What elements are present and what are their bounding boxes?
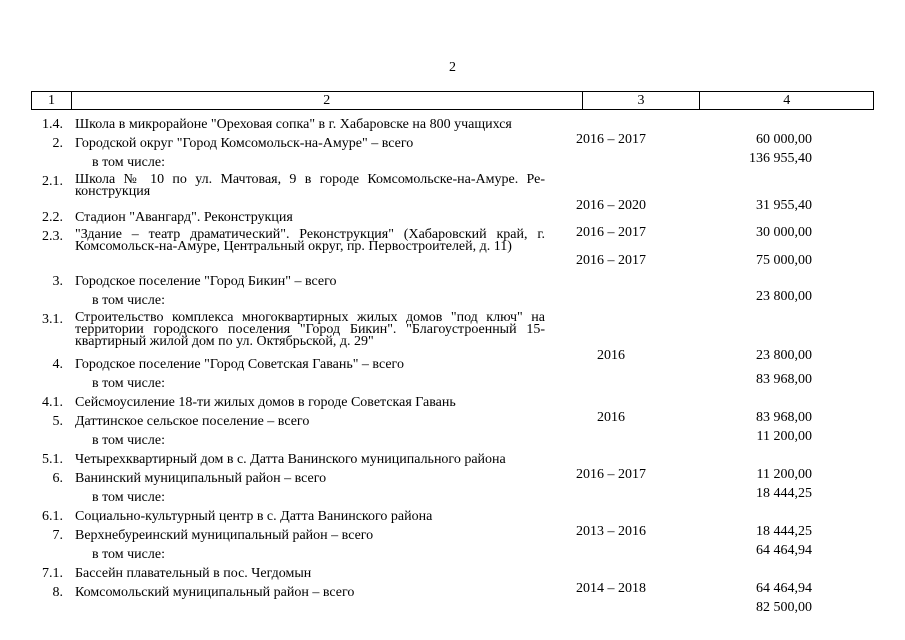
row-amount: 75 000,00: [756, 253, 812, 268]
row-name: в том числе:: [92, 155, 165, 170]
row-amount: 83 968,00: [756, 410, 812, 425]
table-row: [31, 490, 874, 509]
row-number: 2.2.: [42, 210, 63, 225]
row-amount: 64 464,94: [756, 581, 812, 596]
table-row: [31, 229, 874, 274]
row-period: 2013 – 2016: [576, 524, 646, 539]
row-name: Строительство комплекса многоквартирных жилых домов "под ключ" на территории городского поселения "Город Бикин". "Благоустроенный 15-квартирный жилой дом по ул. Октябрьской, д. 29": [75, 310, 545, 349]
table-row: [31, 433, 874, 452]
row-number: 4.: [52, 357, 63, 372]
row-name: Сейсмоусиление 18-ти жилых домов в городе Советская Гавань: [75, 395, 456, 410]
row-name: Четырехквартирный дом в с. Датта Ванинского муниципального района: [75, 452, 506, 467]
row-period: 2016 – 2017: [576, 132, 646, 147]
row-name: Ванинский муниципальный район – всего: [75, 471, 327, 486]
header-col-3: 3: [582, 92, 700, 109]
header-col-1: 1: [47, 93, 55, 108]
row-amount: 64 464,94: [756, 543, 812, 558]
row-name: Даттинское сельское поселение – всего: [75, 414, 310, 429]
row-number: 3.: [52, 274, 63, 289]
row-number: 5.: [52, 414, 63, 429]
table-row: [31, 585, 874, 615]
table-header: [31, 91, 874, 110]
row-number: 5.1.: [42, 452, 63, 467]
row-name: в том числе:: [92, 547, 165, 562]
row-name: "Здание – театр драматический". Реконструкция" (Хабаровский край, г. Комсомольск-на-Амуре, Центральный округ, пр. Первостроителей, д. 11): [75, 227, 545, 254]
table-body: [31, 117, 874, 615]
table-row: [31, 172, 874, 213]
row-name: Социально-культурный центр в с. Датта Ванинского района: [75, 509, 433, 524]
row-number: 6.: [52, 471, 63, 486]
row-amount: 18 444,25: [756, 486, 812, 501]
row-name: Верхнебуреинский муниципальный район – всего: [75, 528, 374, 543]
row-name: Городское поселение "Город Советская Гавань" – всего: [75, 357, 404, 372]
row-number: 3.1.: [42, 312, 63, 327]
row-amount: 11 200,00: [756, 467, 812, 482]
row-amount: 136 955,40: [749, 151, 812, 166]
row-number: 2.: [52, 136, 63, 151]
row-period: 2016 – 2017: [576, 253, 646, 268]
page-number: 2: [449, 60, 456, 75]
row-period: 2016 – 2017: [576, 225, 646, 240]
row-number: 4.1.: [42, 395, 63, 410]
table-row: [31, 310, 874, 363]
row-name: Школа в микрорайоне "Ореховая сопка" в г. Хабаровске на 800 учащихся: [75, 117, 512, 132]
header-col-4: 4: [699, 92, 873, 109]
row-amount: 60 000,00: [756, 132, 812, 147]
row-number: 2.1.: [42, 174, 63, 189]
row-amount: 23 800,00: [756, 348, 812, 363]
row-name: в том числе:: [92, 433, 165, 448]
row-period: 2016 – 2017: [576, 467, 646, 482]
row-number: 6.1.: [42, 509, 63, 524]
row-number: 8.: [52, 585, 63, 600]
row-amount: 30 000,00: [756, 225, 812, 240]
row-name: в том числе:: [92, 490, 165, 505]
row-period: 2016: [597, 410, 625, 425]
row-name: Городское поселение "Город Бикин" – всего: [75, 274, 337, 289]
row-name: Бассейн плавательный в пос. Чегдомын: [75, 566, 312, 581]
row-amount: 83 968,00: [756, 372, 812, 387]
row-period: 2016: [597, 348, 625, 363]
row-number: 7.1.: [42, 566, 63, 581]
row-period: 2016 – 2020: [576, 198, 646, 213]
row-name: в том числе:: [92, 376, 165, 391]
row-amount: 11 200,00: [756, 429, 812, 444]
row-name: Комсомольский муниципальный район – всего: [75, 585, 355, 600]
table-row: [31, 547, 874, 566]
row-number: 2.3.: [42, 229, 63, 244]
row-amount: 18 444,25: [756, 524, 812, 539]
row-period: 2014 – 2018: [576, 581, 646, 596]
row-number: 1.4.: [42, 117, 63, 132]
row-number: 7.: [52, 528, 63, 543]
row-name: Городской округ "Город Комсомольск-на-Амуре" – всего: [75, 136, 414, 151]
row-amount: 82 500,00: [756, 600, 812, 615]
row-name: Стадион "Авангард". Реконструкция: [75, 210, 293, 225]
row-amount: 31 955,40: [756, 198, 812, 213]
row-name: в том числе:: [92, 293, 165, 308]
header-col-2: 2: [71, 92, 582, 109]
table-row: [31, 376, 874, 395]
row-name: Школа № 10 по ул. Мачтовая, 9 в городе Комсомольске-на-Амуре. Ре-конструкция: [75, 172, 545, 199]
row-amount: 23 800,00: [756, 289, 812, 304]
